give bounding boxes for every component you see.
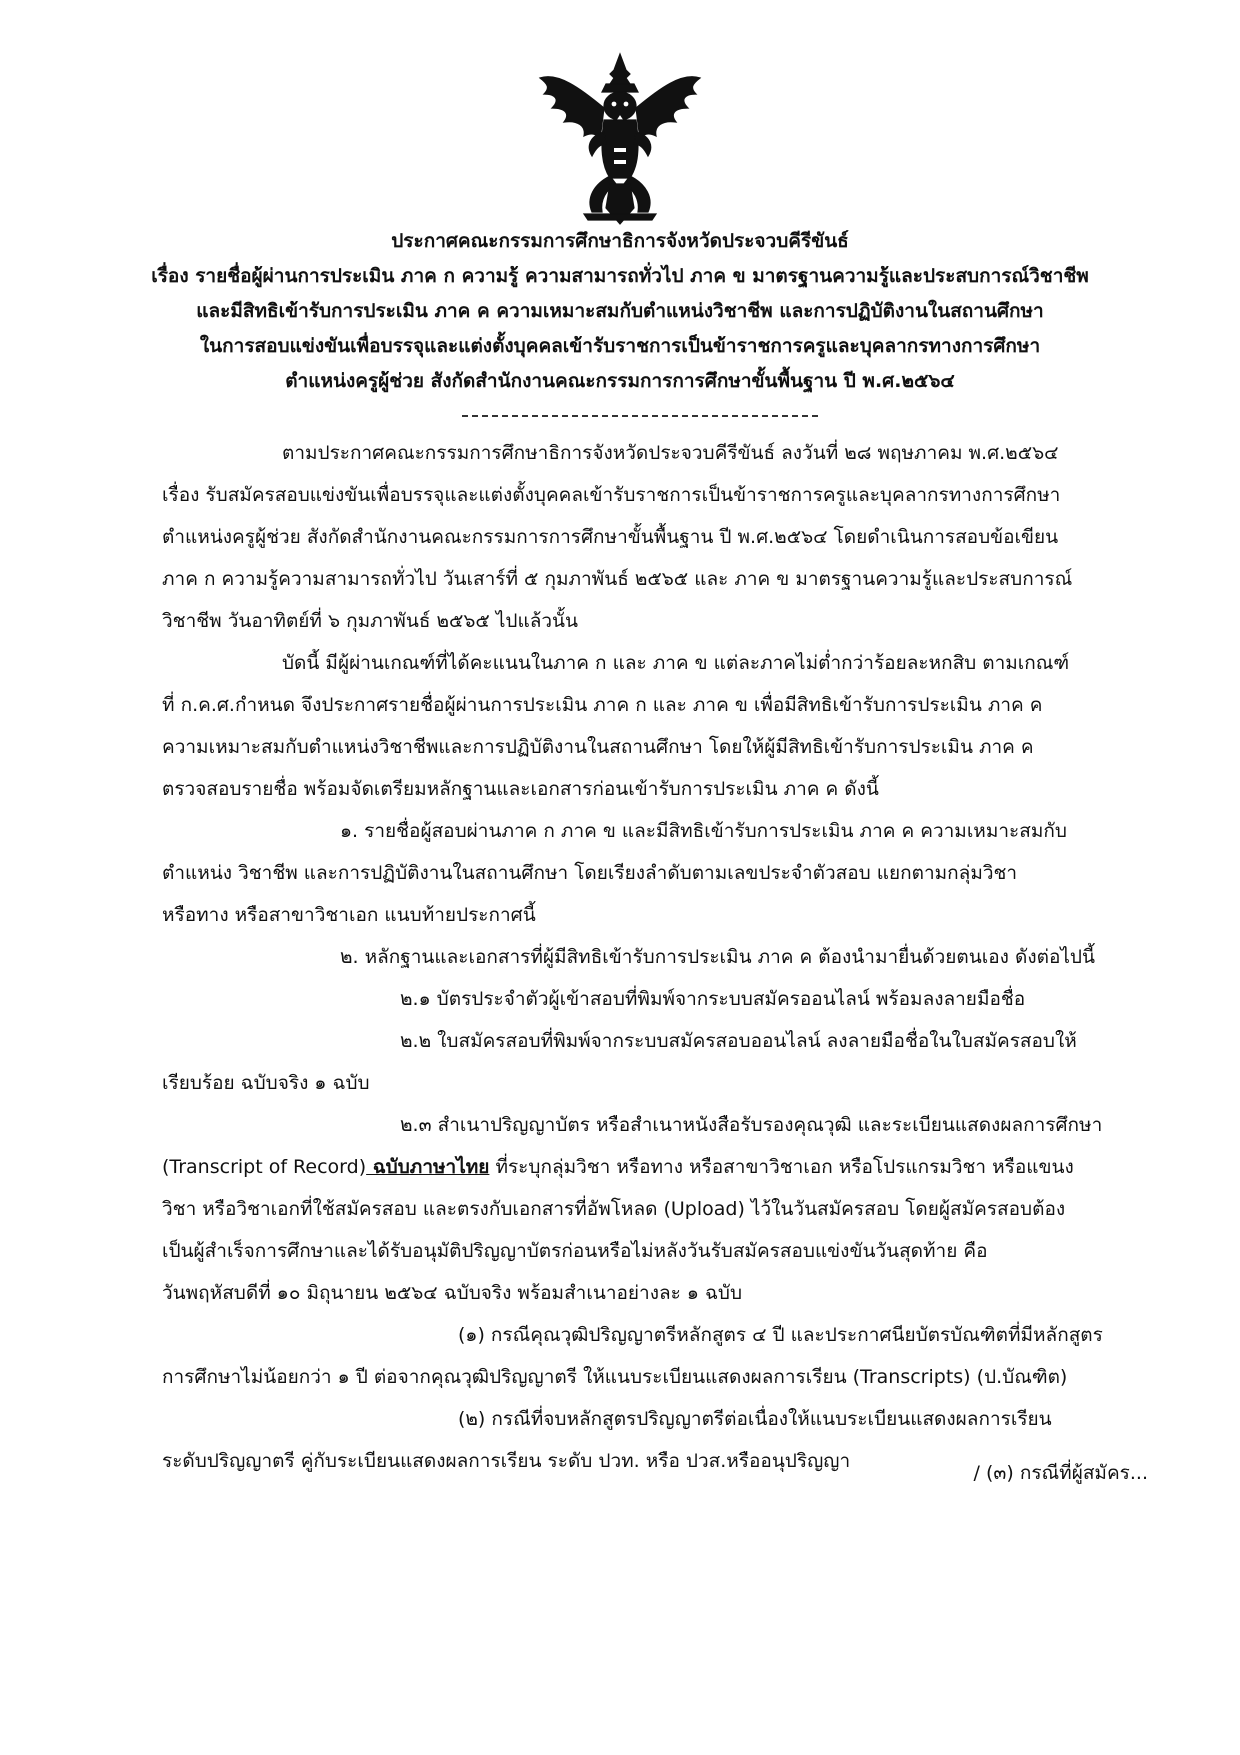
item-line: วันพฤหัสบดีที่ ๑๐ มิถุนายน ๒๕๖๔ ฉบับจริง พร้อมสำเนาอย่างละ ๑ ฉบับ [162,1282,743,1304]
announcement-body [162,432,1122,1482]
thai-version-underlined: ฉบับภาษาไทย [366,1156,490,1178]
garuda-emblem-icon [530,48,710,234]
item-line: วิชา หรือวิชาเอกที่ใช้สมัครสอบ และตรงกับเอกสารที่อัพโหลด (Upload) ไว้ในวันสมัครสอบ โดยผู้สมัครสอบต้อง [162,1198,1066,1220]
item-line: ๒.๓ สำเนาปริญญาบัตร หรือสำเนาหนังสือรับรองคุณวุฒิ และระเบียนแสดงผลการศึกษา [400,1114,1103,1136]
heading-line-3: และมีสิทธิเข้ารับการประเมิน ภาค ค ความเหมาะสมกับตำแหน่งวิชาชีพ และการปฏิบัติงานในสถานศึกษา [196,300,1044,322]
item-2-2 [162,1020,1122,1104]
paragraph-line: บัดนี้ มีผู้ผ่านเกณฑ์ที่ได้คะแนนในภาค ก และ ภาค ข แต่ละภาคไม่ต่ำกว่าร้อยละหกสิบ ตามเกณฑ์ [282,652,1070,674]
case-line: (๑) กรณีคุณวุฒิปริญญาตรีหลักสูตร ๔ ปี และประกาศนียบัตรบัณฑิตที่มีหลักสูตร [458,1324,1103,1346]
item-line: ตำแหน่ง วิชาชีพ และการปฏิบัติงานในสถานศึกษา โดยเรียงลำดับตามเลขประจำตัวสอบ แยกตามกลุ่มวิชา [162,862,1018,884]
paragraph-line: ความเหมาะสมกับตำแหน่งวิชาชีพและการปฏิบัติงานในสถานศึกษา โดยให้ผู้มีสิทธิเข้ารับการประเมิน ภาค ค [162,736,1034,758]
case-line: (๒) กรณีที่จบหลักสูตรปริญญาตรีต่อเนื่องให้แนบระเบียนแสดงผลการเรียน [458,1408,1052,1430]
paragraph-line: วิชาชีพ วันอาทิตย์ที่ ๖ กุมภาพันธ์ ๒๕๖๕ ไปแล้วนั้น [162,610,578,632]
item-line: ๒.๒ ใบสมัครสอบที่พิมพ์จากระบบสมัครสอบออนไลน์ ลงลายมือชื่อในใบสมัครสอบให้ [400,1030,1077,1052]
announcement-heading [150,224,1090,399]
heading-line-5: ตำแหน่งครูผู้ช่วย สังกัดสำนักงานคณะกรรมการการศึกษาขั้นพื้นฐาน ปี พ.ศ.๒๕๖๔ [285,370,955,392]
paragraph-2 [162,642,1122,810]
case-line: การศึกษาไม่น้อยกว่า ๑ ปี ต่อจากคุณวุฒิปริญญาตรี ให้แนบระเบียนแสดงผลการเรียน (Transcripts) (ป.บัณฑิต) [162,1366,1068,1388]
item-line: หรือทาง หรือสาขาวิชาเอก แนบท้ายประกาศนี้ [162,904,536,926]
transcript-label: (Transcript of Record) [162,1156,367,1178]
item-1 [162,810,1122,936]
item-2-3 [162,1104,1122,1314]
paragraph-line: ที่ ก.ค.ศ.กำหนด จึงประกาศรายชื่อผู้ผ่านการประเมิน ภาค ก และ ภาค ข เพื่อมีสิทธิเข้ารับการประเมิน ภาค ค [162,694,1043,716]
page-continuation: / (๓) กรณีที่ผู้สมัคร... [973,1462,1148,1484]
item-line: เป็นผู้สำเร็จการศึกษาและได้รับอนุมัติปริญญาบัตรก่อนหรือไม่หลังวันรับสมัครสอบแข่งขันวันสุดท้าย คือ [162,1240,988,1262]
paragraph-line: ภาค ก ความรู้ความสามารถทั่วไป วันเสาร์ที่ ๕ กุมภาพันธ์ ๒๕๖๕ และ ภาค ข มาตรฐานความรู้และประสบการณ์ [162,568,1073,590]
paragraph-line: เรื่อง รับสมัครสอบแข่งขันเพื่อบรรจุและแต่งตั้งบุคคลเข้ารับราชการเป็นข้าราชการครูและบุคลากรทางการศึกษา [162,484,1061,506]
case-line: ระดับปริญญาตรี คู่กับระเบียนแสดงผลการเรียน ระดับ ปวท. หรือ ปวส.หรืออนุปริญญา [162,1450,851,1472]
case-1 [162,1314,1122,1398]
heading-line-4: ในการสอบแข่งขันเพื่อบรรจุและแต่งตั้งบุคคลเข้ารับราชการเป็นข้าราชการครูและบุคลากรทางการศึกษา [199,335,1041,357]
item-line: ๑. รายชื่อผู้สอบผ่านภาค ก ภาค ข และมีสิทธิเข้ารับการประเมิน ภาค ค ความเหมาะสมกับ [340,820,1067,842]
heading-divider [462,415,818,417]
heading-line-2: เรื่อง รายชื่อผู้ผ่านการประเมิน ภาค ก ความรู้ ความสามารถทั่วไป ภาค ข มาตรฐานความรู้และประสบการณ์วิชาชีพ [151,265,1089,287]
item-text: ที่ระบุกลุ่มวิชา หรือทาง หรือสาขาวิชาเอก หรือโปรแกรมวิชา หรือแขนง [489,1156,1074,1178]
paragraph-line: ตำแหน่งครูผู้ช่วย สังกัดสำนักงานคณะกรรมการการศึกษาขั้นพื้นฐาน ปี พ.ศ.๒๕๖๔ โดยดำเนินการสอบข้อเขียน [162,526,1059,548]
heading-line-1: ประกาศคณะกรรมการศึกษาธิการจังหวัดประจวบคีรีขันธ์ [391,230,849,252]
item-line [162,1146,1122,1188]
item-2-1: ๒.๑ บัตรประจำตัวผู้เข้าสอบที่พิมพ์จากระบบสมัครออนไลน์ พร้อมลงลายมือชื่อ [400,988,1026,1010]
item-2: ๒. หลักฐานและเอกสารที่ผู้มีสิทธิเข้ารับการประเมิน ภาค ค ต้องนำมายื่นด้วยตนเอง ดังต่อไปนี้ [340,946,1095,968]
paragraph-line: ตามประกาศคณะกรรมการศึกษาธิการจังหวัดประจวบคีรีขันธ์ ลงวันที่ ๒๘ พฤษภาคม พ.ศ.๒๕๖๔ [282,442,1059,464]
paragraph-line: ตรวจสอบรายชื่อ พร้อมจัดเตรียมหลักฐานและเอกสารก่อนเข้ารับการประเมิน ภาค ค ดังนี้ [162,778,879,800]
item-line: เรียบร้อย ฉบับจริง ๑ ฉบับ [162,1072,370,1094]
paragraph-1 [162,432,1122,642]
